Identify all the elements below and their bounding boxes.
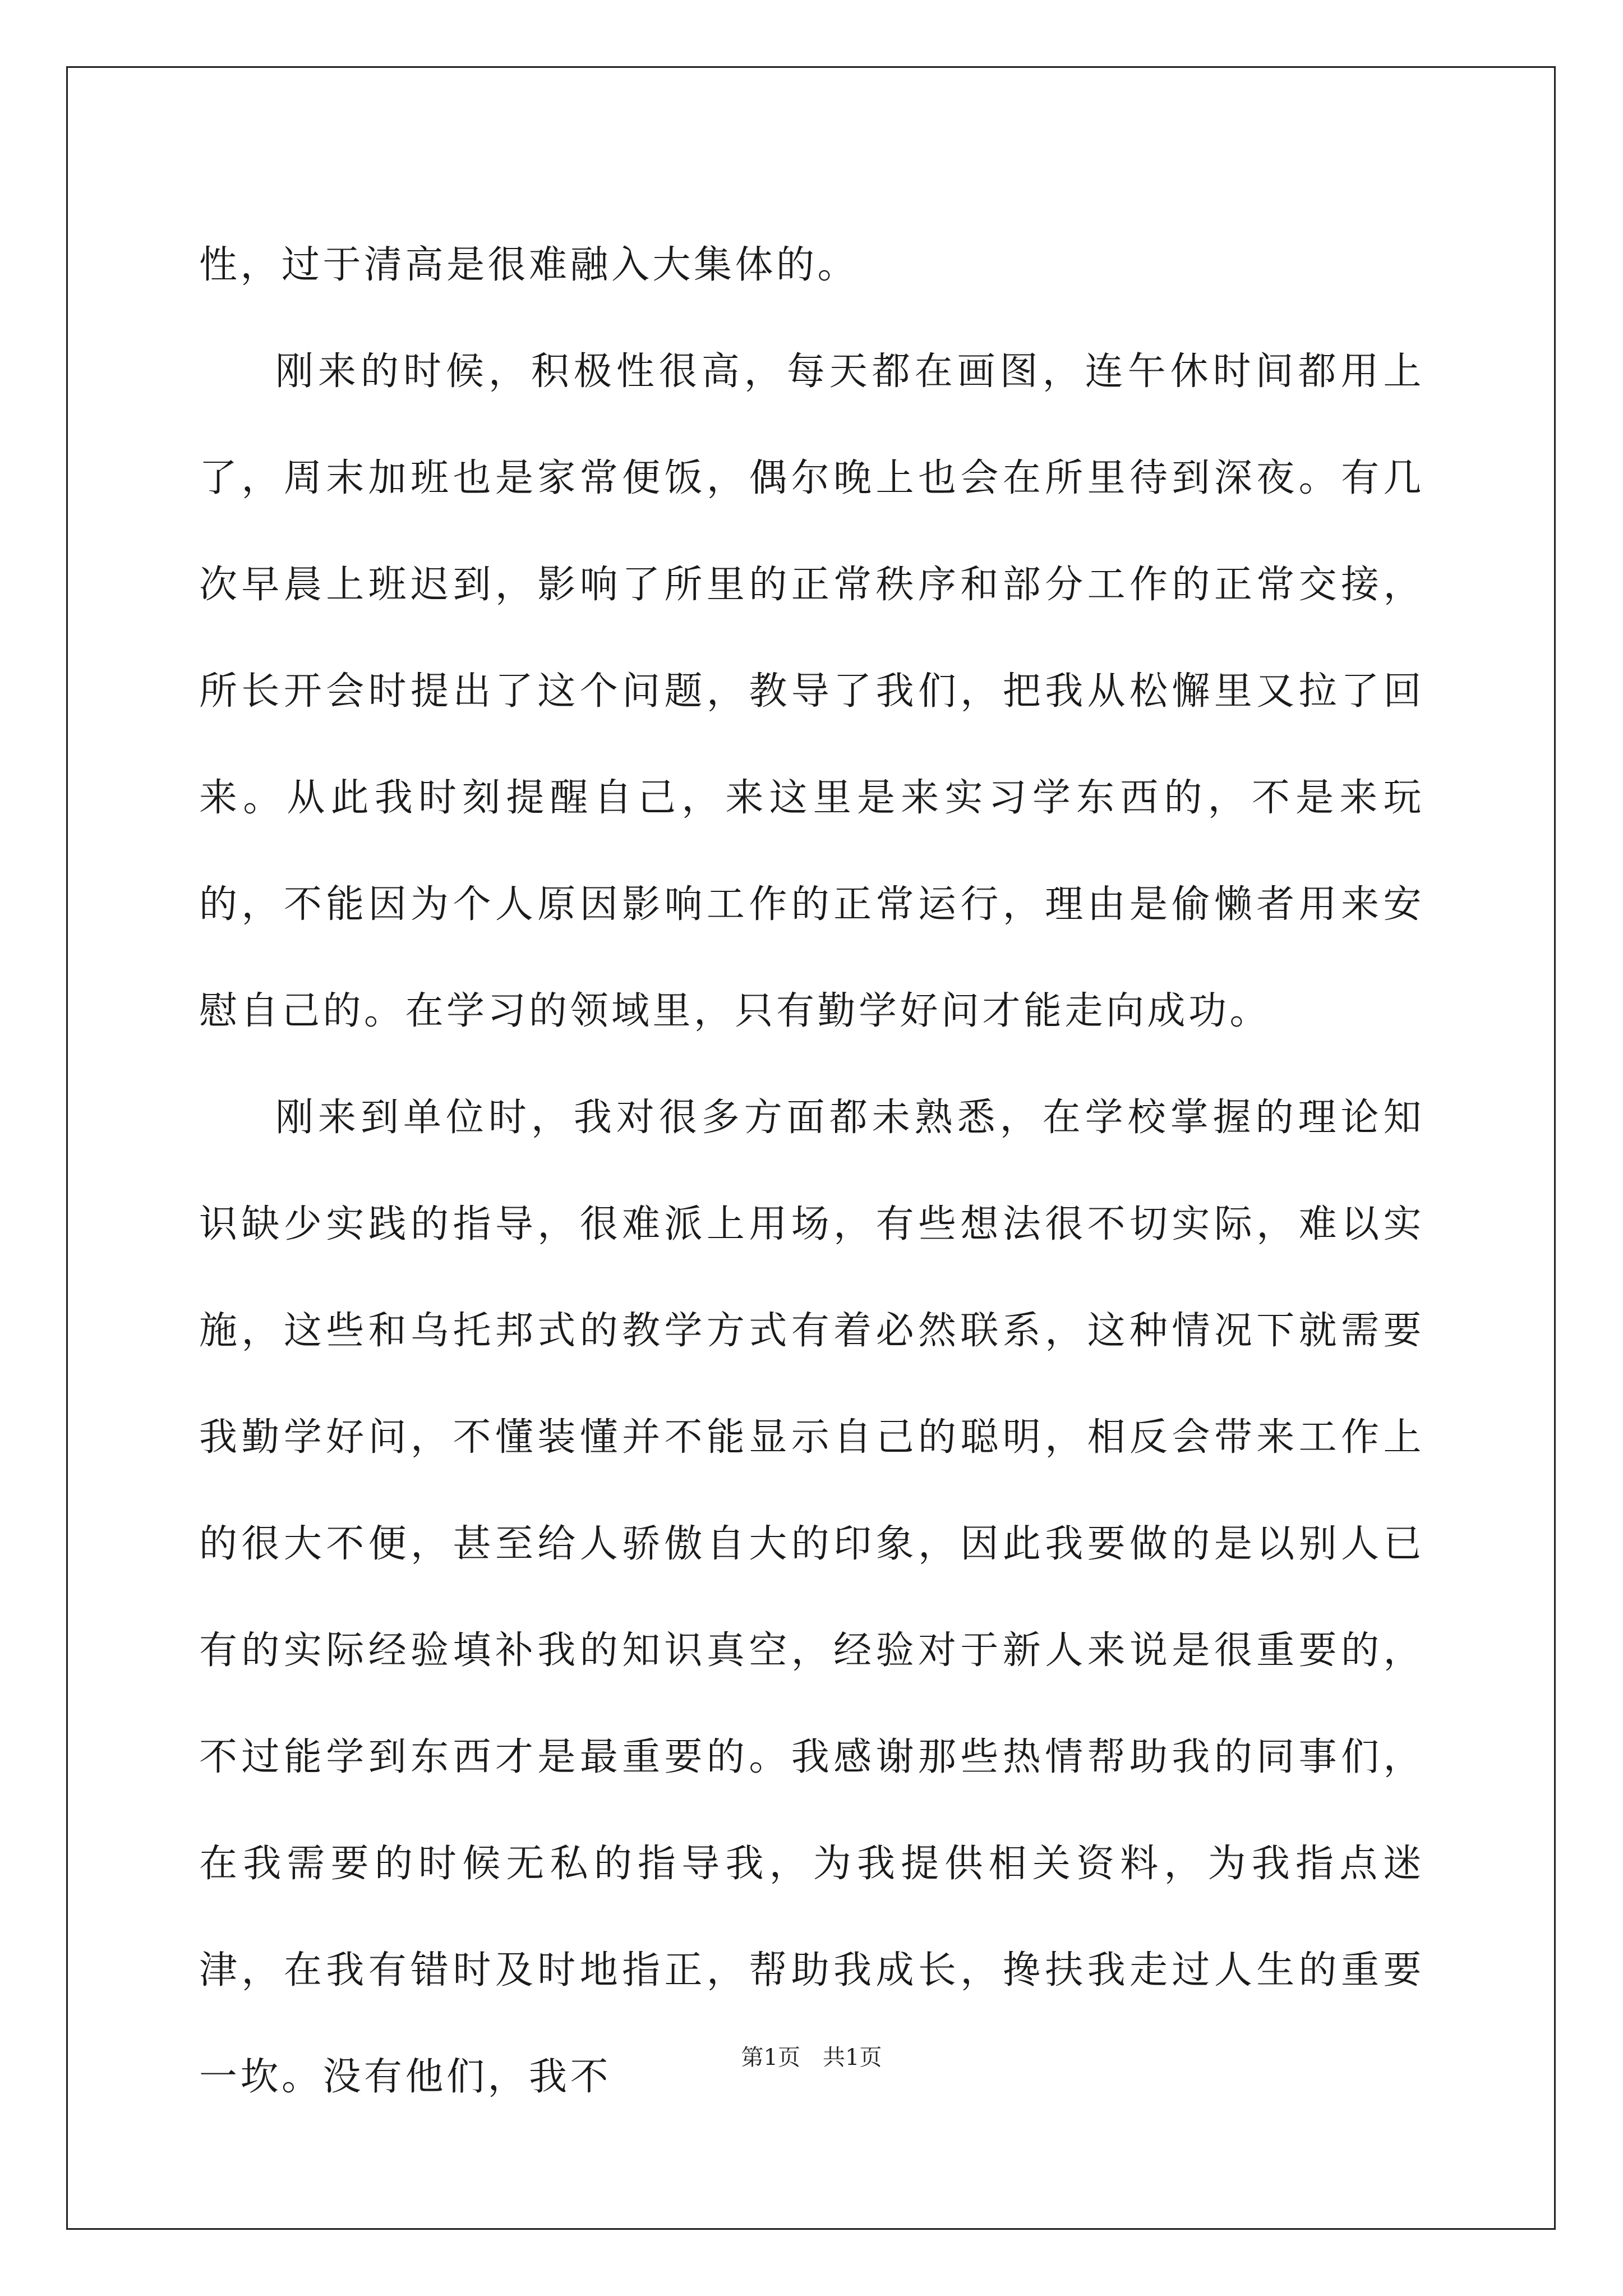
page-number: 第1页 xyxy=(741,2045,800,2070)
paragraph-2: 刚来的时候，积极性很高，每天都在画图，连午休时间都用上了，周末加班也是家常便饭，偶尔晚上也会在所里待到深夜。有几次早晨上班迟到，影响了所里的正常秩序和部分工作的正常交接，所长开会时提出了这个问题，教导了我们，把我从松懈里又拉了回来。从此我时刻提醒自己，来这里是来实习学东西的，不是来玩的，不能因为个人原因影响工作的正常运行，理由是偷懒者用来安慰自己的。在学习的领域里，只有勤学好问才能走向成功。 xyxy=(199,349,1424,1033)
page-footer xyxy=(0,2040,1623,2072)
paragraph-1: 性，过于清高是很难融入大集体的。 xyxy=(199,243,859,287)
page-total: 共1页 xyxy=(823,2045,882,2070)
paragraph-3: 刚来到单位时，我对很多方面都未熟悉，在学校掌握的理论知识缺少实践的指导，很难派上用场，有些想法很不切实际，难以实施，这些和乌托邦式的教学方式有着必然联系，这种情况下就需要我勤学好问，不懂装懂并不能显示自己的聪明，相反会带来工作上的很大不便，甚至给人骄傲自大的印象，因此我要做的是以别人已有的实际经验填补我的知识真空，经验对于新人来说是很重要的，不过能学到东西才是最重要的。我感谢那些热情帮助我的同事们，在我需要的时候无私的指导我，为我提供相关资料，为我指点迷津，在我有错时及时地指正，帮助我成长，搀扶我走过人生的重要一坎。没有他们，我不 xyxy=(199,1096,1424,2099)
document-body xyxy=(199,212,1424,2131)
